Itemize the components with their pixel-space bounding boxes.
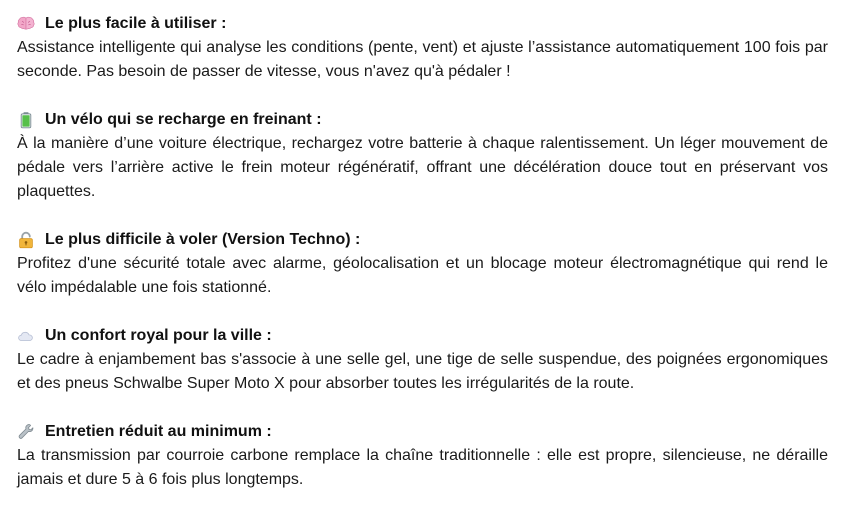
feature-heading: [17, 12, 828, 36]
battery-icon: [17, 111, 35, 129]
feature-title: Le plus difficile à voler (Version Techno) :: [45, 231, 361, 248]
cloud-icon: [17, 327, 35, 345]
feature-title: Entretien réduit au minimum :: [45, 423, 272, 440]
feature-heading: [17, 228, 828, 252]
feature-description: Profitez d'une sécurité totale avec alarme, géolocalisation et un blocage moteur électromagnétique qui rend le vélo impédalable une fois stationné.: [17, 255, 828, 296]
brain-icon: [17, 15, 35, 33]
feature-title: Le plus facile à utiliser :: [45, 15, 227, 32]
lock-icon: [17, 231, 35, 249]
feature-description: À la manière d’une voiture électrique, rechargez votre batterie à chaque ralentissement. Un léger mouvement de pédale vers l’arrière active le frein moteur régénératif, offrant une décélération douce tout en préservant vos plaquettes.: [17, 135, 828, 200]
feature-description: La transmission par courroie carbone remplace la chaîne traditionnelle : elle est propre, silencieuse, ne déraille jamais et dure 5 à 6 fois plus longtemps.: [17, 447, 828, 488]
feature-section-comfort: [17, 324, 828, 396]
feature-heading: [17, 420, 828, 444]
feature-description: Assistance intelligente qui analyse les conditions (pente, vent) et ajuste l’assistance automatiquement 100 fois par seconde. Pas besoin de passer de vitesse, vous n'avez qu'à pédaler !: [17, 39, 828, 80]
feature-section-security: [17, 228, 828, 300]
feature-heading: [17, 108, 828, 132]
feature-section-maintenance: [17, 420, 828, 492]
feature-section-easy: [17, 12, 828, 84]
wrench-icon: [17, 423, 35, 441]
feature-title: Un confort royal pour la ville :: [45, 327, 272, 344]
feature-section-regen: [17, 108, 828, 204]
feature-title: Un vélo qui se recharge en freinant :: [45, 111, 322, 128]
feature-heading: [17, 324, 828, 348]
feature-description: Le cadre à enjambement bas s'associe à une selle gel, une tige de selle suspendue, des poignées ergonomiques et des pneus Schwalbe Super Moto X pour absorber toutes les irrégularités de la route.: [17, 351, 828, 392]
